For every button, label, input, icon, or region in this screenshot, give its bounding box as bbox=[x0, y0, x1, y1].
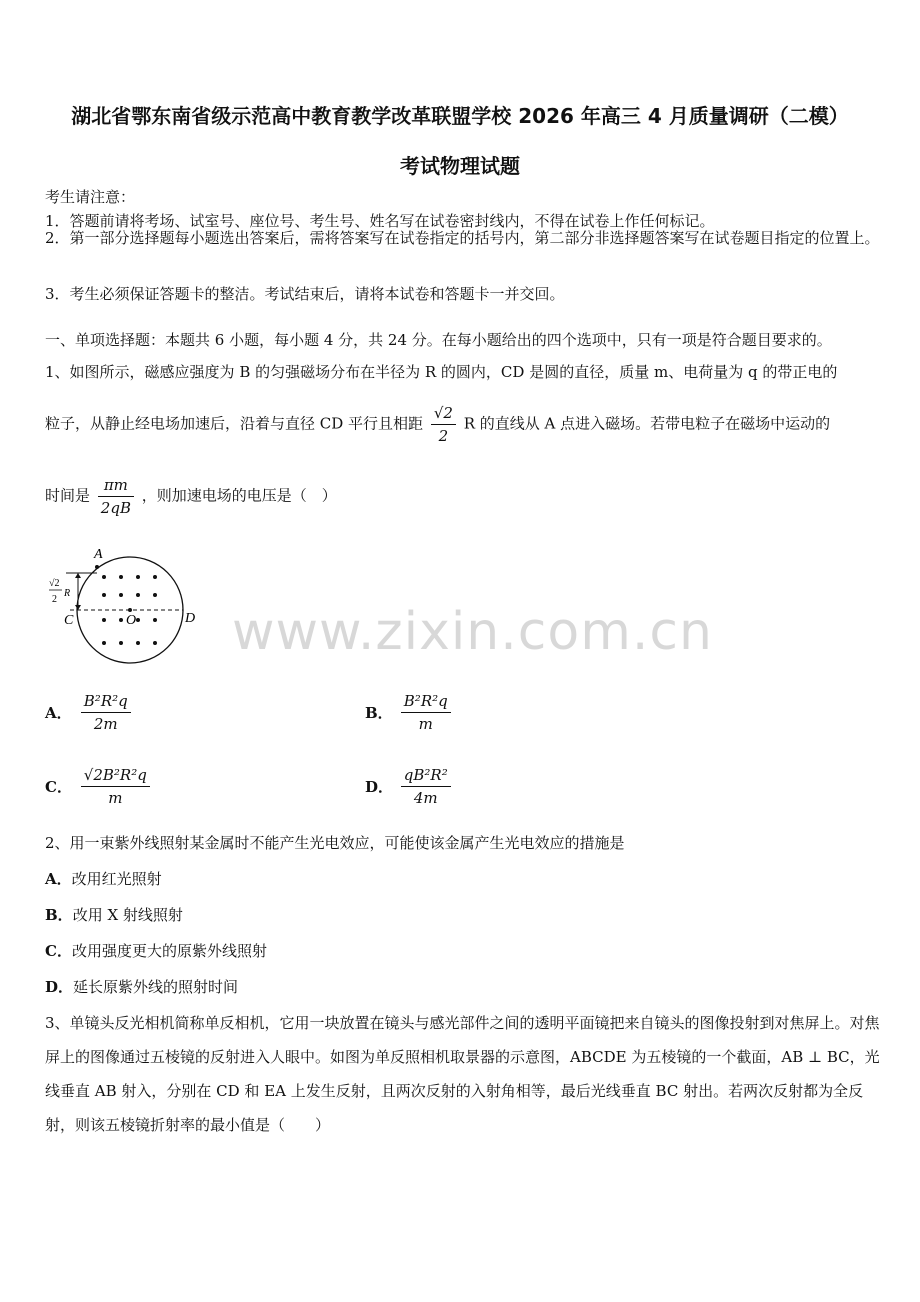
q1-line2-pre: 粒子，从静止经电场加速后，沿着与直径 CD 平行且相距 bbox=[45, 414, 424, 433]
q1-line3 bbox=[45, 474, 337, 519]
q1-magnetic-field-figure bbox=[40, 540, 210, 675]
q1-option-d[interactable] bbox=[365, 764, 454, 809]
option-text: 改用红光照射 bbox=[71, 870, 162, 888]
option-fraction bbox=[401, 764, 451, 809]
fraction-denominator: 4m bbox=[413, 789, 438, 807]
fraction-denominator: 2 bbox=[438, 427, 449, 445]
q2-stem: 2、用一束紫外线照射某金属时不能产生光电效应，可能使该金属产生光电效应的措施是 bbox=[45, 834, 625, 852]
fraction-numerator: √2B²R²q bbox=[81, 764, 150, 787]
q1-line3-pre: 时间是 bbox=[45, 486, 91, 505]
watermark: www.zixin.com.cn bbox=[232, 602, 713, 662]
q2-option-c[interactable] bbox=[45, 940, 267, 961]
point-a bbox=[95, 565, 99, 569]
q1-line2-post: R 的直线从 A 点进入磁场。若带电粒子在磁场中运动的 bbox=[463, 414, 831, 433]
label-r: R bbox=[64, 588, 71, 599]
label-a: A bbox=[94, 547, 103, 562]
exam-title-line1: 湖北省鄂东南省级示范高中教育教学改革联盟学校 2026 年高三 4 月质量调研（二模） bbox=[71, 104, 849, 128]
option-fraction bbox=[81, 690, 131, 735]
option-fraction bbox=[81, 764, 150, 809]
option-text: 改用 X 射线照射 bbox=[72, 906, 183, 924]
notice-item-1: 1．答题前请将考场、试室号、座位号、考生号、姓名写在试卷密封线内，不得在试卷上作任何标记。 bbox=[45, 212, 715, 230]
option-label: D． bbox=[45, 978, 74, 996]
fraction-denominator: 2m bbox=[93, 715, 118, 733]
fraction-numerator: πm bbox=[98, 474, 134, 497]
q1-line2 bbox=[45, 402, 830, 447]
notice-heading: 考生请注意： bbox=[45, 188, 136, 206]
option-label: C． bbox=[45, 778, 72, 796]
option-text: 改用强度更大的原紫外线照射 bbox=[71, 942, 267, 960]
exam-title-line2: 考试物理试题 bbox=[400, 154, 520, 178]
option-label: A． bbox=[45, 704, 72, 722]
fraction-numerator: B²R²q bbox=[401, 690, 451, 713]
fraction-numerator: qB²R² bbox=[401, 764, 451, 787]
q1-time-fraction bbox=[98, 474, 134, 519]
notice-item-3: 3．考生必须保证答题卡的整洁。考试结束后，请将本试卷和答题卡一并交回。 bbox=[45, 285, 565, 303]
option-label: B． bbox=[365, 704, 393, 722]
q1-line1: 1、如图所示，磁感应强度为 B 的匀强磁场分布在半径为 R 的圆内，CD 是圆的直径，质量 m、电荷量为 q 的带正电的 bbox=[45, 363, 838, 381]
q1-option-c[interactable] bbox=[45, 764, 153, 809]
option-label: A． bbox=[45, 870, 72, 888]
option-label: D． bbox=[365, 778, 394, 796]
q1-option-b[interactable] bbox=[365, 690, 454, 735]
fraction-denominator: m bbox=[108, 789, 123, 807]
option-label: C． bbox=[45, 942, 72, 960]
q1-distance-fraction bbox=[431, 402, 456, 447]
arrow-head-up bbox=[75, 573, 81, 578]
option-fraction bbox=[401, 690, 451, 735]
q2-option-a[interactable] bbox=[45, 868, 162, 889]
q2-option-b[interactable] bbox=[45, 904, 183, 925]
q1-option-a[interactable] bbox=[45, 690, 134, 735]
label-c: C bbox=[64, 613, 74, 628]
option-text: 延长原紫外线的照射时间 bbox=[73, 978, 239, 996]
q2-option-d[interactable] bbox=[45, 976, 238, 997]
option-label: B． bbox=[45, 906, 73, 924]
notice-item-2: 2．第一部分选择题每小题选出答案后，需将答案写在试卷指定的括号内，第二部分非选择题答案写在试卷题目指定的位置上。 bbox=[45, 229, 880, 247]
section-heading: 一、单项选择题：本题共 6 小题，每小题 4 分，共 24 分。在每小题给出的四个选项中，只有一项是符合题目要求的。 bbox=[45, 331, 832, 349]
label-frac-den: 2 bbox=[52, 594, 57, 605]
q3-text: 3、单镜头反光相机简称单反相机，它用一块放置在镜头与感光部件之间的透明平面镜把来自镜头的图像投射到对焦屏上。对焦屏上的图像通过五棱镜的反射进入人眼中。如图为单反照相机取景器的示意图，ABCDE 为五棱镜的一个截面，AB ⊥ BC，光线垂直 AB 射入，分别在 CD 和 EA 上发生反射，且两次反射的入射角相等，最后光线垂直 BC 射出。若两次反射都为全反射，则该五棱镜折射率的最小值是（ ） bbox=[45, 1014, 880, 1134]
arrow-head-down bbox=[75, 605, 81, 610]
label-o: O bbox=[126, 613, 137, 628]
q1-line3-post: ，则加速电场的电压是（ ） bbox=[141, 486, 337, 505]
label-d: D bbox=[185, 611, 196, 626]
fraction-denominator: m bbox=[418, 715, 433, 733]
label-frac-num: √2 bbox=[49, 578, 60, 589]
fraction-denominator: 2qB bbox=[100, 499, 131, 517]
fraction-numerator: B²R²q bbox=[81, 690, 131, 713]
fraction-numerator: √2 bbox=[431, 402, 456, 425]
